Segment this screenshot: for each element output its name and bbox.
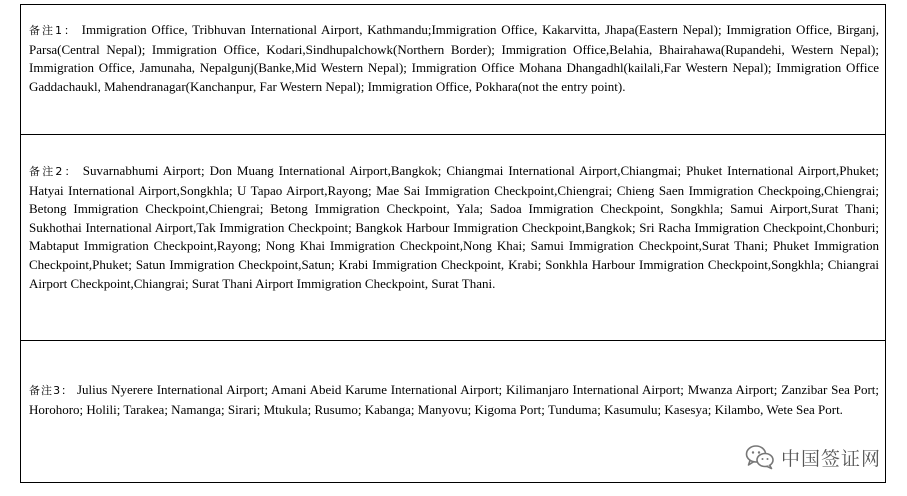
note-cell-2 — [21, 134, 885, 340]
note-label-3: 备注3： — [29, 384, 74, 397]
watermark-text: 中国签证网 — [780, 447, 881, 470]
note-cell-1 — [21, 5, 885, 134]
note-text-2: Suvarnabhumi Airport; Don Muang International Airport,Bangkok; Chiangmai International Airport,Chiangmai; Phuket International Airport,Phuket; Hatyai International Airport,Songkhla; U Tapao Airport,Rayong; Mae Sai Immigration Checkpoint,Chiengrai; Chieng Saen Immigration Checkpoing,Chiengrai; Betong Immigration Checkpoint,Chiengrai; Betong Immigration Checkpoint, Yala; Sadoa Immigration Checkpoint, Songkhla; Samui Airport,Surat Thani; Sukhothai International Airport,Tak Immigration Checkpoint; Bangkok Harbour Immigration Checkpoint,Bangkok; Sri Racha Immigration Checkpoint,Chonburi; Mabtaput Immigration Checkpoint,Rayong; Nong Khai Immigration Checkpoint,Nong Khai; Samui Immigration Checkpoint,Surat Thani; Phuket Immigration Checkpoint,Phuket; Satun Immigration Checkpoint,Satun; Krabi Immigration Checkpoint, Krabi; Sonkhla Harbour Immigration Checkpoint,Songkhla; Chiangrai Airport Checkpoint,Chiangrai; Surat Thani Airport Immigration Checkpoint, Surat Thani. — [29, 163, 880, 291]
note-label-1: 备注1： — [29, 24, 77, 37]
notes-table — [20, 4, 886, 483]
note-text-1: Immigration Office, Tribhuvan International Airport, Kathmandu;Immigration Office, Kakarvitta, Jhapa(Eastern Nepal); Immigration Office, Birganj, Parsa(Central Nepal); Immigration Office, Kodari,Sindhupalchowk(Northern Border); Immigration Office,Belahia, Bhairahawa(Rupandehi, Western Nepal); Immigration Office, Jamunaha, Nepalgunj(Banke,Mid Western Nepal); Immigration Office Mohana Dhangadhl(kailali,Far Western Nepal); Immigration Office Gaddachaukl, Mahendranagar(Kanchanpur, Far Western Nepal); Immigration Office, Pokhara(not the entry point). — [29, 22, 880, 94]
note-text-3: Julius Nyerere International Airport; Amani Abeid Karume International Airport; Kilimanjaro International Airport; Mwanza Airport; Zanzibar Sea Port; Horohoro; Holili; Tarakea; Namanga; Sirari; Mtukula; Rusumo; Kabanga; Manyovu; Kigoma Port; Tunduma; Kasumulu; Kasesya; Kilambo, Wete Sea Port. — [29, 382, 880, 417]
wechat-icon — [745, 444, 775, 470]
note-label-2: 备注2： — [29, 165, 78, 178]
watermark — [745, 442, 881, 472]
